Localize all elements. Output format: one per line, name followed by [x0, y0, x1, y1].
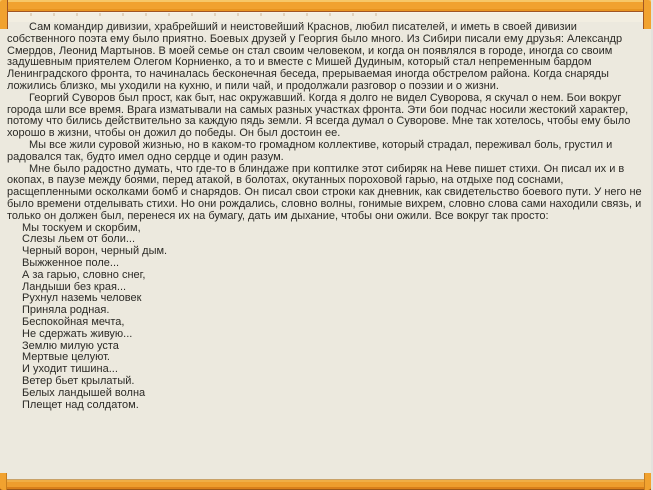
poem-line: Слезы льем от боли... — [22, 233, 136, 246]
bottom-border-band — [0, 479, 653, 490]
bottom-left-corner-border — [0, 473, 7, 490]
poem-line: И уходит тишина... — [22, 363, 118, 376]
top-right-corner-border — [643, 0, 651, 29]
bottom-right-corner-border — [644, 473, 651, 490]
poem-line: Не сдержать живую... — [22, 327, 133, 340]
paragraph: Мы все жили суровой жизнью, но в каком-то громадном коллективе, который страдал, переживал боль, грустил и радовался так, будто имел одно сердце и один разум. — [7, 138, 613, 163]
poem-line: Мы тоскуем и скорбим, — [22, 221, 141, 234]
poem-line: Мертвые целуют. — [22, 351, 110, 364]
poem-line: Ветер бьет крылатый. — [22, 374, 135, 387]
poem-line: Выжженное поле... — [22, 256, 120, 269]
poem-line: Приняла родная. — [22, 304, 110, 317]
poem-line: Белых ландышей волна — [22, 386, 146, 399]
poem — [22, 223, 644, 412]
poem-line: Рухнул наземь человек — [22, 292, 142, 305]
poem-line: Ландыши без края... — [22, 280, 127, 293]
poem-line: А за гарью, словно снег, — [22, 268, 146, 281]
paragraph: Сам командир дивизии, храбрейший и неистовейший Краснов, любил писателей, и иметь в своей дивизии собственного поэта ему было приятно. Боевых друзей у Георгия было много. Из Сибири писали ему друзья: Александр Смердов, Леонид Мартынов. В моей семье он стал своим человеком, и когда он появлялся в городе, иногда со своим задушевным приятелем Олегом Корниенко, а то и вместе с Мишей Дудиным, который стал непременным бардом Ленинградского фронта, то начиналась бесконечная беседа, прерываемая иногда обстрелом района. Когда снаряды ложились близко, мы уходили на кухню, и пили чай, и продолжали разговор о поэзии и о жизни. — [7, 22, 623, 92]
paragraph: Мне было радостно думать, что где-то в блиндаже при коптилке этот сибиряк на Неве пишет стихи. Он писал их и в окопах, в паузе между боями, перед атакой, в болотах, окутанных пороховой гарью, на отдыхе под соснами, расщепленными осколками бомб и снарядов. Он писал свои строки как дневник, как свидетельство боевого пути. У него не было времени отделывать стихи. Но они рождались, словно волны, гонимые вихрем, словно слова сами находили связь, и только он должен был, перенеся их на бумагу, дать им дыхание, чтобы они ожили. Все вокруг так просто: — [7, 162, 642, 222]
poem-line: Землю милую уста — [22, 339, 119, 352]
paragraph: Георгий Суворов был прост, как быт, нас окружавший. Когда я долго не видел Суворова, я скучал о нем. Бои вокруг города шли все время. Врага изматывали на самых разных участках фронта. Эти бои подчас носили жестокий характер, потому что бились действительно за каждую пядь земли. Я всегда думал о Суворове. Мне так хотелось, чтобы ему было хорошо в жизни, чтобы он дожил до победы. Он был достоин ее. — [7, 91, 631, 140]
slide-text-block — [7, 22, 644, 479]
poem-line: Черный ворон, черный дым. — [22, 245, 168, 258]
poem-line: Плещет над солдатом. — [22, 398, 139, 411]
top-border-substrip — [0, 13, 653, 22]
poem-line: Беспокойная мечта, — [22, 315, 125, 328]
top-border-band — [0, 0, 653, 13]
